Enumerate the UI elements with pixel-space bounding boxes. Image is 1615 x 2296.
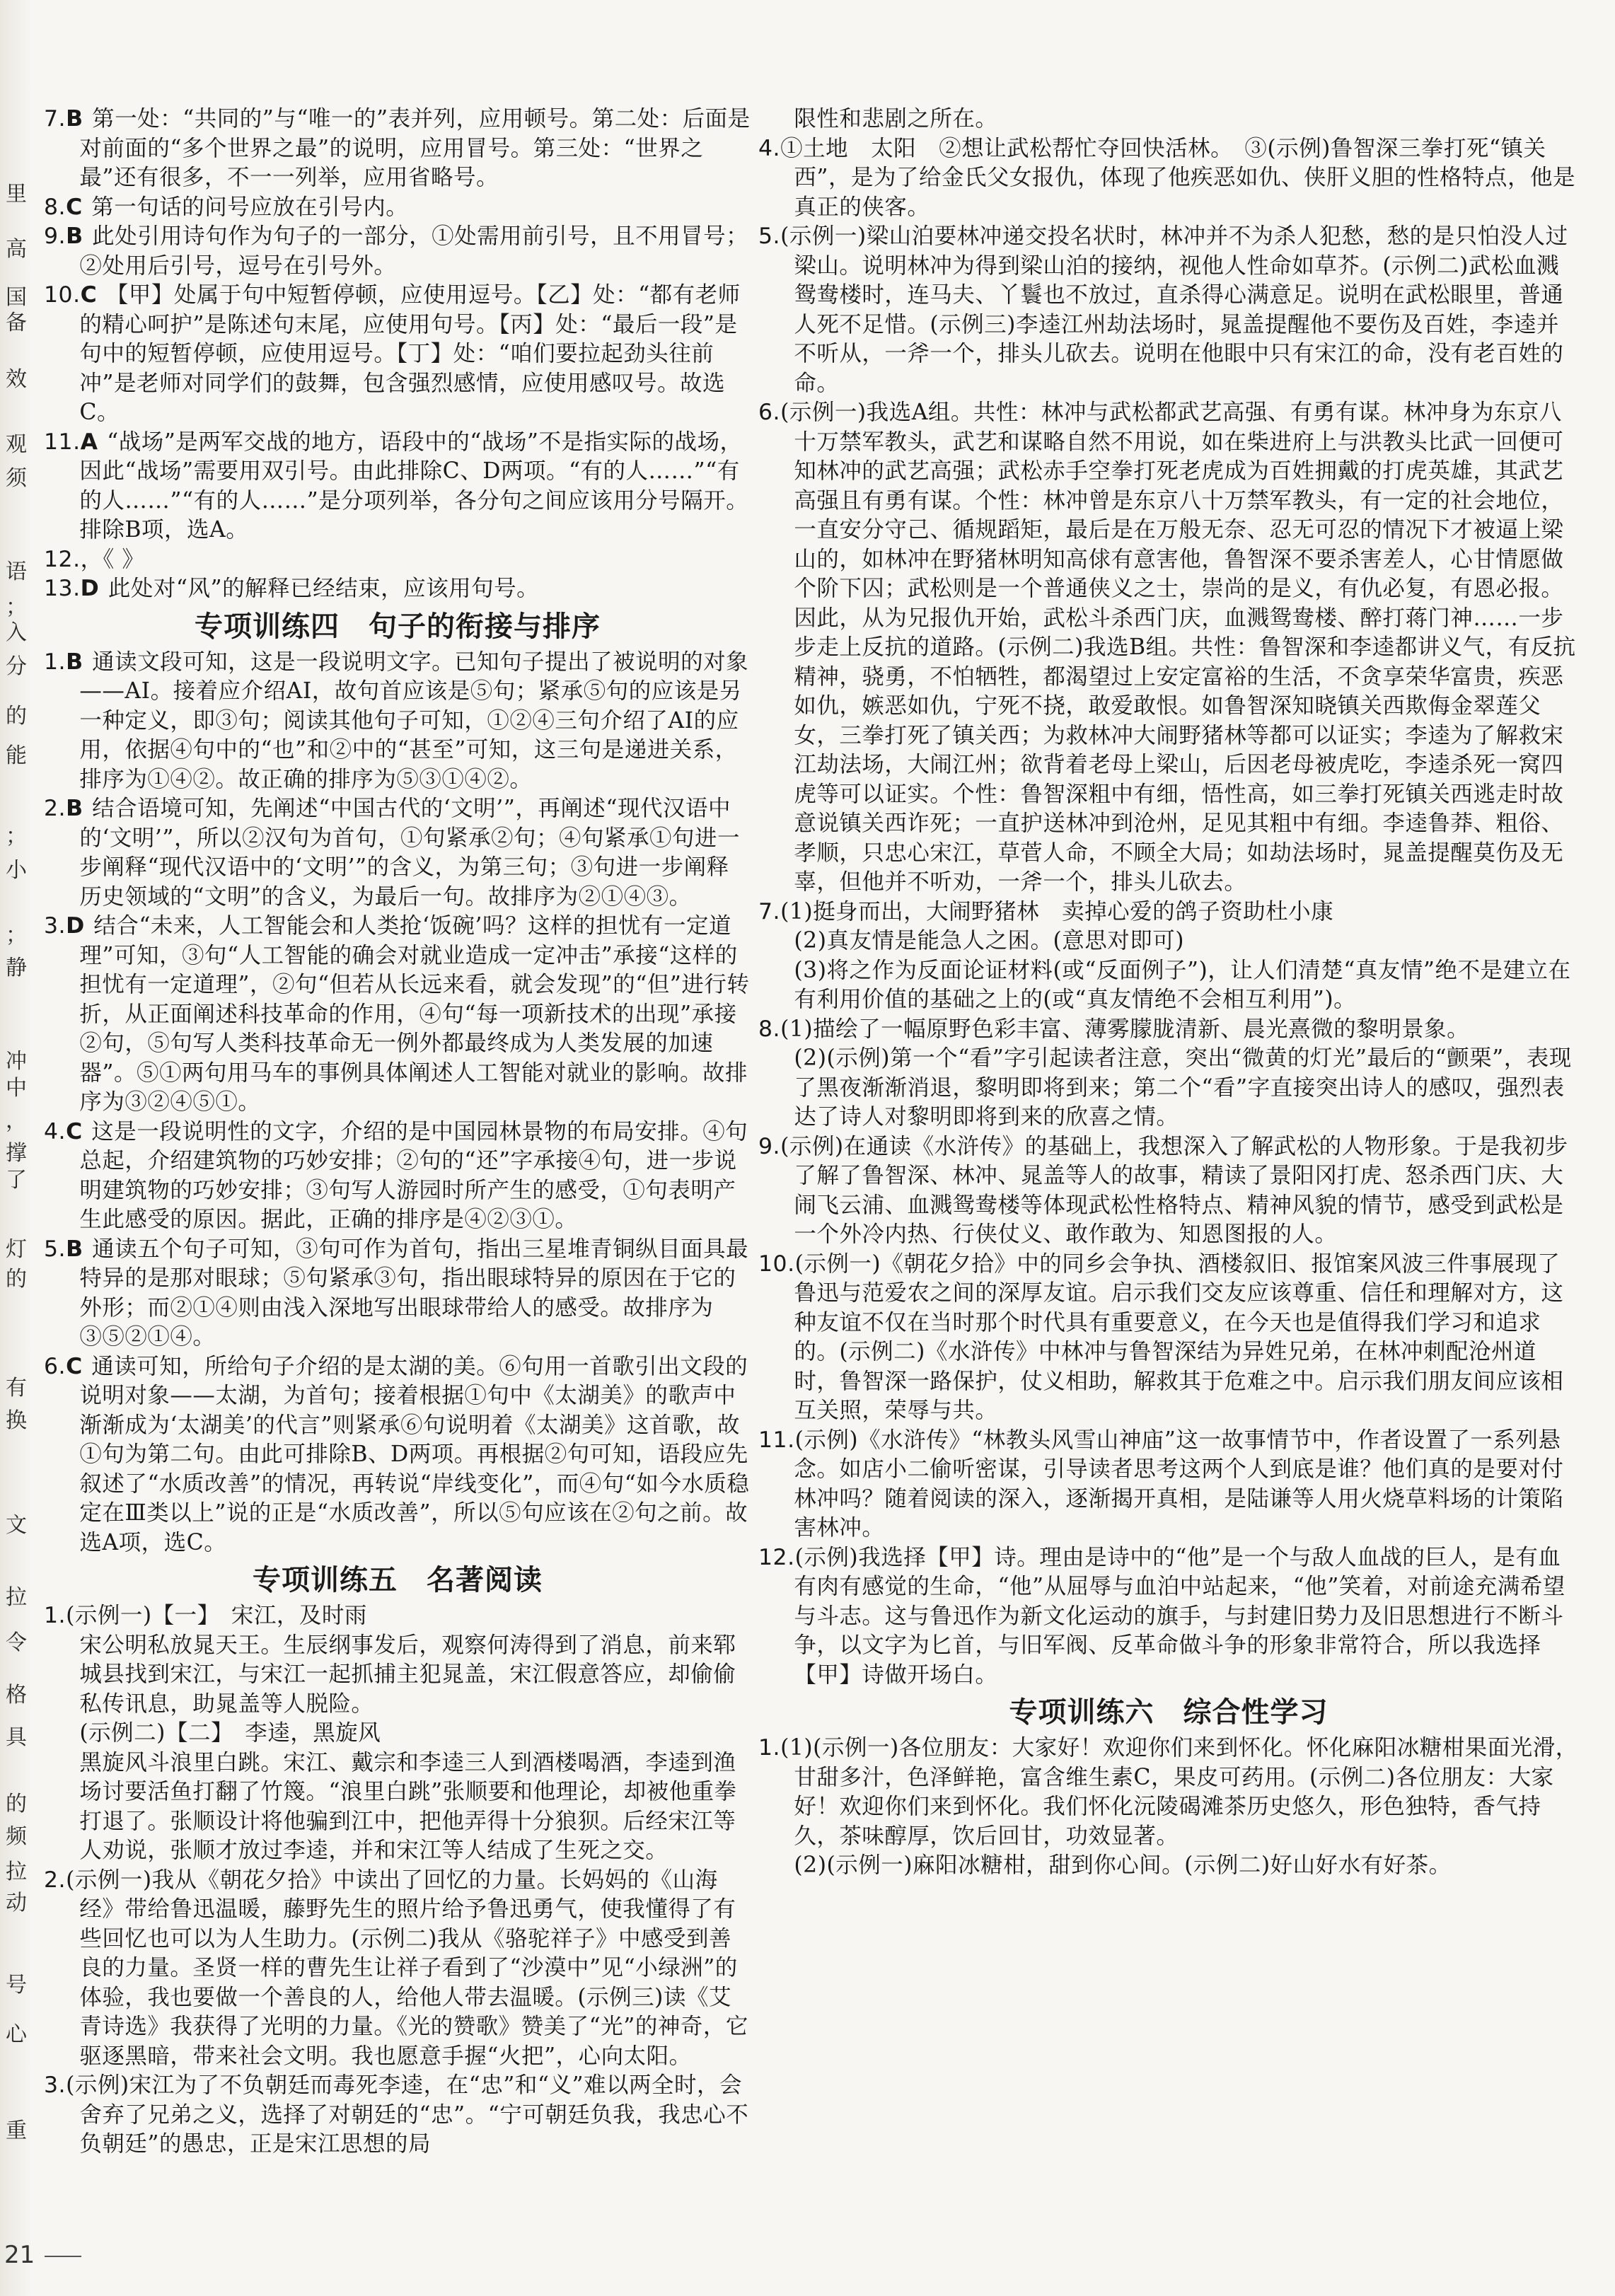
answer-text: 【甲】处属于句中短暂停顿，应使用逗号。【乙】处：“都有老师的精心呵护”是陈述句末尾，应使用句号。【丙】处：“最后一段”是句中的短暂停顿，应使用逗号。【丁】处：“咱们要拉起劲头往前冲”是老师对同学们的鼓舞，包含强烈感情，应使用感叹号。故选C。 [79, 282, 741, 425]
answer-text: (示例一)【一】 宋江，及时雨 [66, 1603, 367, 1628]
answer-line [758, 898, 1579, 927]
answer-item [758, 1734, 1579, 1881]
answer-item [44, 428, 751, 545]
answer-text: 宋公明私放晁天王。生辰纲事发后，观察何涛得到了消息，前来郓城县找到宋江，与宋江一起抓捕主犯晁盖，宋江假意答应，却偷偷私传讯息，助晁盖等人脱险。 [79, 1632, 736, 1717]
edge-char: 小 [6, 858, 27, 883]
answer-text: (2)真友情是能急人之困。(意思对即可) [794, 928, 1185, 953]
edge-char: 观 [6, 432, 27, 457]
answer-line [44, 1719, 751, 1749]
item-number: 3. [44, 2072, 66, 2098]
answer-choice: D [66, 913, 85, 939]
answer-text: 通读文段可知，这是一段说明文字。已知句子提出了被说明的对象——AI。接着应介绍AI，故句首应该是⑤句；紧承⑤句的应该是另一种定义，即③句；阅读其他句子可知，①②④三句介绍了AI的应用，依据④句中的“也”和②中的“甚至”可知，这三句是递进关系，排序为①④②。故正确的排序为⑤③①④②。 [79, 649, 749, 792]
edge-char: 入 [6, 620, 27, 645]
answer-line [44, 545, 751, 575]
answer-continuation [758, 105, 1579, 134]
item-number: 7. [758, 898, 781, 924]
answer-line [44, 1631, 751, 1720]
answer-line [758, 105, 1579, 134]
item-number: 2. [44, 1867, 66, 1893]
edge-char: ； [6, 923, 27, 948]
edge-char: 分 [6, 654, 27, 679]
answer-line [44, 193, 751, 223]
answer-line [44, 574, 751, 604]
answer-item [758, 134, 1579, 223]
edge-char: 拉 [6, 1860, 27, 1884]
answer-text: 通读五个句子可知，③句可作为首句，指出三星堆青铜纵目面具最特异的是那对眼球；⑤句紧承③句，指出眼球特异的原因在于它的外形；而②①④则由浅入深地写出眼球带给人的感受。故排序为③⑤②①④。 [79, 1236, 749, 1350]
answer-line [758, 927, 1579, 956]
answer-text: 第一句话的问号应放在引号内。 [91, 194, 409, 220]
item-number: 4. [758, 135, 781, 161]
item-number: 9. [758, 1133, 781, 1159]
answer-text: 通读可知，所给句子介绍的是太湖的美。⑥句用一首歌引出文段的说明对象——太湖，为首句；接着根据①句中《太湖美》的歌声中渐渐成为‘太湖美’的代言”则紧承⑥句说明着《太湖美》这首歌，故①句为第二句。由此可排除B、D两项。再根据②句可知，语段应先叙述了“水质改善”的情况，再转说“岸线变化”，而④句“如今水质稳定在Ⅲ类以上”说的正是“水质改善”，所以⑤句应该在②句之前。故选A项，选C。 [79, 1353, 750, 1555]
item-number: 13. [44, 576, 81, 601]
item-number: 8. [44, 194, 66, 220]
answer-line [44, 2071, 751, 2159]
answer-text: 此处对“风”的解释已经结束，应该用句号。 [108, 576, 540, 601]
item-number: 10. [44, 282, 81, 308]
answer-text: (示例二)【二】 李逵，黑旋风 [79, 1720, 381, 1746]
edge-char: 的 [6, 1792, 27, 1816]
answer-text: “战场”是两军交战的地方，语段中的“战场”不是指实际的战场，因此“战场”需要用双引号。由此排除C、D两项。“有的人……”“有的人……”“有的人……”是分项列举，各分句之间应该用分号隔开。排除B项，选A。 [79, 429, 749, 543]
answer-text: (2)(示例)第一个“看”字引起读者注意，突出“微黄的灯光”最后的“颤栗”，表现了黑夜渐渐消退，黎明即将到来；第二个“看”字直接突出诗人的感叹，强烈表达了诗人对黎明即将到来的欣喜之情。 [794, 1045, 1572, 1130]
answer-text: 第一处：“共同的”与“唯一的”表并列，应用顿号。第二处：后面是对前面的“多个世界之最”的说明，应用冒号。第三处：“世界之最”还有很多，不一一列举，应用省略号。 [79, 106, 751, 190]
page-number: 21 [4, 2241, 35, 2269]
answer-text: 结合“未来，人工智能会和人类抢‘饭碗’吗？这样的担忧有一定道理”可知，③句“人工智能的确会对就业造成一定冲击”承接“这样的担忧有一定道理”，②句“但若从长远来看，就会发现”的“但”进行转折，从正面阐述科技革命的作用，④句“每一项新技术的出现”承接②句，⑤句写人类科技革命无一例外都最终成为人类发展的加速器”。⑤①两句用马车的事例具体阐述人工智能对就业的影响。故排序为③②④⑤①。 [79, 913, 750, 1115]
edge-char: ； [6, 595, 27, 620]
answer-line [758, 1426, 1579, 1543]
answer-line [758, 1250, 1579, 1426]
answer-item [44, 222, 751, 281]
answer-item [44, 794, 751, 912]
answer-choice: C [66, 1118, 83, 1144]
section-heading: 专项训练六 综合性学习 [1009, 1696, 1329, 1729]
right-column [758, 105, 1579, 1881]
answer-line [44, 1118, 751, 1235]
item-number: 10. [758, 1251, 795, 1277]
answer-text: 黑旋风斗浪里白跳。宋江、戴宗和李逵三人到酒楼喝酒，李逵到渔场讨要活鱼打翻了竹篾。“浪里白跳”张顺要和他理论，却被他重拳打退了。张顺设计将他骗到江中，把他弄得十分狼狈。后经宋江等人劝说，张顺才放过李逵，并和宋江等人结成了生死之交。 [79, 1749, 737, 1863]
answer-text: 此处引用诗句作为句子的一部分，①处需用前引号，且不用冒号；②处用后引号，逗号在引号外。 [79, 224, 749, 279]
answer-item [758, 1250, 1579, 1426]
edge-char: 效 [6, 367, 27, 392]
answer-text: (1)挺身而出，大闹野猪林 卖掉心爱的鸽子资助杜小康 [780, 898, 1334, 924]
edge-char: 格 [6, 1683, 27, 1707]
answer-item [44, 1601, 751, 1866]
answer-item [758, 1015, 1579, 1132]
answer-line [44, 1866, 751, 2072]
answer-text: (示例)宋江为了不负朝廷而毒死李逵，在“忠”和“义”难以两全时，会舍弃了兄弟之义，选择了对朝廷的“忠”。“宁可朝廷负我，我忠心不负朝廷”的愚忠，正是宋江思想的局 [66, 2072, 749, 2157]
answer-item [44, 2071, 751, 2159]
edge-char: 能 [6, 743, 27, 768]
answer-text: (示例一)我选A组。共性：林冲与武松都武艺高强、有勇有谋。林冲身为东京八十万禁军教头，武艺和谋略自然不用说，如在柴进府上与洪教头比武一回便可知林冲的武艺高强；武松赤手空拳打死老虎成为百姓拥戴的打虎英雄，其武艺高强且有勇有谋。个性：林冲曾是东京八十万禁军教头，有一定的社会地位，一直安分守己、循规蹈矩，最后是在万般无奈、忍无可忍的情况下才被逼上梁山的，如林冲在野猪林明知高俅有意害他，鲁智深不要杀害差人，心甘情愿做个阶下囚；武松则是一个普通侠义之士，崇尚的是义，有仇必复，有恩必报。因此，从为兄报仇开始，武松斗杀西门庆，血溅鸳鸯楼、醉打蒋门神……一步步走上反抗的道路。(示例二)我选B组。共性：鲁智深和李逵都讲义气，有反抗精神，骁勇，不怕牺牲，都渴望过上安定富裕的生活，不贪享荣华富贵，疾恶如仇，嫉恶如仇，宁死不挠，敢爱敢恨。如鲁智深知晓镇关西欺侮金翠莲父女，三拳打死了镇关西；为救林冲大闹野猪林等都可以证实；李逵为了解救宋江劫法场，大闹江州；欲背着老母上梁山，后因老母被虎吃，李逵杀死一窝四虎等可以证实。个性：鲁智深粗中有细，悟性高，如三拳打死镇关西逃走时故意说镇关西诈死；一直护送林冲到沧州，足见其粗中有细。李逵鲁莽、粗俗、孝顺，只忠心宋江，草菅人命，不顾全大局；如劫法场时，晁盖提醒莫伤及无辜，但他并不听劝，一斧一个，排头儿砍去。 [780, 400, 1576, 895]
answer-text: ，《 》 [80, 546, 145, 572]
answer-choice: B [66, 649, 83, 675]
answer-text: ①土地 太阳 ②想让武松帮忙夺回快活林。 ③(示例)鲁智深三拳打死“镇关西”，是为了给金氏父女报仇，体现了他疾恶如仇、侠肝义胆的性格特点，他是真正的侠客。 [780, 135, 1575, 220]
edge-char: 的 [6, 1267, 27, 1292]
item-number: 9. [44, 224, 66, 249]
item-number: 5. [44, 1236, 66, 1262]
edge-char: 语 [6, 559, 27, 584]
edge-char: 心 [6, 2022, 27, 2047]
answer-text: (示例)在通读《水浒传》的基础上，我想深入了解武松的人物形象。于是我初步了解了鲁智深、林冲、晁盖等人的故事，精读了景阳冈打虎、怒杀西门庆、大闹飞云浦、血溅鸳鸯楼等体现武松性格特点、精神风貌的情节，感受到武松是一个外冷内热、行侠仗义、敢作敢为、知恩图报的人。 [780, 1133, 1568, 1247]
answer-choice: C [66, 194, 83, 220]
edge-char: 撑 [6, 1141, 27, 1166]
answer-line [758, 222, 1579, 398]
item-number: 11. [44, 429, 81, 455]
answer-item [44, 1866, 751, 2072]
answer-text: (示例一)梁山泊要林冲递交投名状时，林冲并不为杀人犯愁，愁的是只怕没人过梁山。说明林冲为得到梁山泊的接纳，视他人性命如草芥。(示例二)武松血溅鸳鸯楼时，连马夫、丫鬟也不放过，直杀得心满意足。说明在武松眼里，普通人死不足惜。(示例三)李逵江州劫法场时，晁盖提醒他不要伤及百姓，李逵并不听从，一斧一个，排头儿砍去。说明在他眼中只有宋江的命，没有老百姓的命。 [780, 224, 1568, 396]
item-number: 11. [758, 1427, 795, 1453]
edge-char: 动 [6, 1891, 27, 1915]
answer-text: (2)(示例一)麻阳冰糖柑，甜到你心间。(示例二)好山好水有好茶。 [794, 1853, 1452, 1878]
answer-item [44, 193, 751, 223]
item-number: 8. [758, 1016, 781, 1042]
edge-char: 须 [6, 466, 27, 491]
item-number: 12. [758, 1544, 795, 1570]
left-column [44, 105, 751, 2159]
answer-text: (示例一)《朝花夕拾》中的同乡会争执、酒楼叙旧、报馆案风波三件事展现了鲁迅与范爱农之间的深厚友谊。启示我们交友应该尊重、信任和理解对方，这种友谊不仅在当时那个时代具有重要意义，在今天也是值得我们学习和追求的。(示例二)《水浒传》中林冲与鲁智深结为异姓兄弟，在林冲刺配沧州道时，鲁智深一路保护，仗义相助，解救其于危难之中。启示我们朋友间应该相互关照，荣辱与共。 [794, 1251, 1564, 1423]
answer-item [758, 1132, 1579, 1250]
item-number: 3. [44, 913, 66, 939]
answer-item [758, 398, 1579, 898]
answer-line [44, 222, 751, 281]
answer-choice: B [66, 796, 83, 821]
answer-choice: C [66, 1353, 83, 1379]
answer-line [758, 1543, 1579, 1691]
edge-char: ， [6, 1108, 27, 1133]
answer-line [758, 956, 1579, 1015]
edge-char: 冲 [6, 1049, 27, 1074]
answer-line [758, 1015, 1579, 1045]
answer-line [758, 1044, 1579, 1132]
answer-line [758, 1734, 1579, 1851]
edge-char: 中 [6, 1076, 27, 1101]
footer-rule [45, 2256, 81, 2257]
answer-item [44, 281, 751, 428]
answer-line [44, 1601, 751, 1631]
edge-char: 灯 [6, 1237, 27, 1262]
edge-char: ； [6, 824, 27, 849]
edge-char: 了 [6, 1168, 27, 1193]
answer-choice: B [66, 106, 83, 132]
answer-line [44, 105, 751, 193]
item-number: 6. [758, 400, 781, 425]
answer-item [44, 1235, 751, 1352]
edge-character-strip [1, 0, 30, 2296]
answer-line [44, 648, 751, 795]
item-number: 1. [44, 1603, 66, 1628]
answer-text: 这是一段说明性的文字，介绍的是中国园林景物的布局安排。④句总起，介绍建筑物的巧妙安排；②句的“还”字承接④句，进一步说明建筑物的巧妙安排；③句写人游园时所产生的感受，①句表明产生此感受的原因。据此，正确的排序是④②③①。 [79, 1118, 748, 1232]
edge-char: 换 [6, 1408, 27, 1433]
item-number: 6. [44, 1353, 66, 1379]
edge-char: 里 [6, 182, 27, 207]
answer-choice: D [80, 576, 100, 601]
edge-char: 号 [6, 1973, 27, 1998]
answer-choice: B [66, 1236, 83, 1262]
answer-item [44, 574, 751, 604]
answer-line [758, 398, 1579, 898]
answer-text: (3)将之作为反面论证材料(或“反面例子”)，让人们清楚“真友情”绝不是建立在有利用价值的基础之上的(或“真友情绝不会相互利用”)。 [794, 957, 1571, 1012]
answer-line [44, 428, 751, 545]
answer-choice: B [66, 224, 83, 249]
answer-text: (1)(示例一)各位朋友：大家好！欢迎你们来到怀化。怀化麻阳冰糖柑果面光滑，甘甜多汁，色泽鲜艳，富含维生素C，果皮可药用。(示例二)各位朋友：大家好！欢迎你们来到怀化。我们怀化沅陵碣滩茶历史悠久，形色独特，香气持久，茶味醇厚，饮后回甘，功效显著。 [780, 1735, 1578, 1849]
answer-item [758, 1543, 1579, 1691]
item-number: 12. [44, 546, 81, 572]
edge-char: 频 [6, 1824, 27, 1849]
answer-line [44, 1749, 751, 1866]
section-heading: 专项训练五 名著阅读 [253, 1564, 543, 1596]
answer-item [758, 898, 1579, 1015]
edge-char: 文 [6, 1513, 27, 1538]
page-footer [4, 2241, 81, 2269]
answer-text: 结合语境可知，先阐述“中国古代的‘文明’”，再阐述“现代汉语中的‘文明’”，所以②汉句为首句，①句紧承②句；④句紧承①句进一步阐释“现代汉语中的‘文明’”的含义，为第三句；③句进一步阐释历史领域的“文明”的含义，为最后一句。故排序为②①④③。 [79, 796, 741, 910]
answer-line [44, 794, 751, 912]
item-number: 1. [758, 1735, 781, 1761]
answer-text: (1)描绘了一幅原野色彩丰富、薄雾朦胧清新、晨光熹微的黎明景象。 [780, 1016, 1470, 1042]
edge-char: 令 [6, 1630, 27, 1655]
edge-char: 重 [6, 2118, 27, 2143]
edge-char: 有 [6, 1376, 27, 1401]
edge-char: 拉 [6, 1585, 27, 1610]
answer-text: 限性和悲剧之所在。 [794, 106, 998, 132]
item-number: 7. [44, 106, 66, 132]
item-number: 2. [44, 796, 66, 821]
item-number: 5. [758, 224, 781, 249]
answer-text: (示例)我选择【甲】诗。理由是诗中的“他”是一个与敌人血战的巨人，是有血有肉有感觉的生命，“他”从屈辱与血泊中站起来，“他”笑着，对前途充满希望与斗志。这与鲁迅作为新文化运动的旗手，与封建旧势力及旧思想进行不断斗争，以文字为匕首，与旧军阀、反革命做斗争的形象非常符合，所以我选择【甲】诗做开场白。 [794, 1544, 1565, 1688]
edge-char: 备 [6, 311, 27, 335]
answer-item [44, 545, 751, 575]
answer-line [758, 1132, 1579, 1250]
answer-item [44, 648, 751, 795]
answer-choice: A [80, 429, 98, 455]
edge-char: 具 [6, 1725, 27, 1750]
answer-item [758, 222, 1579, 398]
item-number: 4. [44, 1118, 66, 1144]
item-number: 1. [44, 649, 66, 675]
edge-char: 高 [6, 237, 27, 262]
answer-choice: C [80, 282, 98, 308]
answer-text: (示例一)我从《朝花夕拾》中读出了回忆的力量。长妈妈的《山海经》带给鲁迅温暖，藤野先生的照片给予鲁迅勇气，使我懂得了有些回忆也可以为人生助力。(示例二)我从《骆驼祥子》中感受到善良的力量。圣贤一样的曹先生让祥子看到了“沙漠中”见“小绿洲”的体验，我也要做一个善良的人，给他人带去温暖。(示例三)读《艾青诗选》我获得了光明的力量。《光的赞歌》赞美了“光”的神奇，它驱逐黑暗，带来社会文明。我也愿意手握“火把”，心向太阳。 [66, 1867, 748, 2069]
edge-char: 国 [6, 285, 27, 310]
answer-text: (示例)《水浒传》“林教头风雪山神庙”这一故事情节中，作者设置了一系列悬念。如店小二偷听密谋，引导读者思考这两个人到底是谁？他们真的是要对付林冲吗？随着阅读的深入，逐渐揭开真相，是陆谦等人用火烧草料场的计策陷害林冲。 [794, 1427, 1564, 1541]
answer-item [44, 912, 751, 1118]
edge-char: 的 [6, 704, 27, 729]
answer-item [44, 1118, 751, 1235]
edge-char: 静 [6, 956, 27, 980]
answer-item [758, 1426, 1579, 1543]
answer-item [44, 105, 751, 193]
answer-item [44, 1352, 751, 1558]
answer-line [44, 1235, 751, 1352]
answer-line [44, 912, 751, 1118]
answer-line [758, 1851, 1579, 1881]
answer-line [44, 281, 751, 428]
section-heading: 专项训练四 句子的衔接与排序 [195, 610, 601, 643]
answer-line [758, 134, 1579, 223]
answer-line [44, 1352, 751, 1558]
